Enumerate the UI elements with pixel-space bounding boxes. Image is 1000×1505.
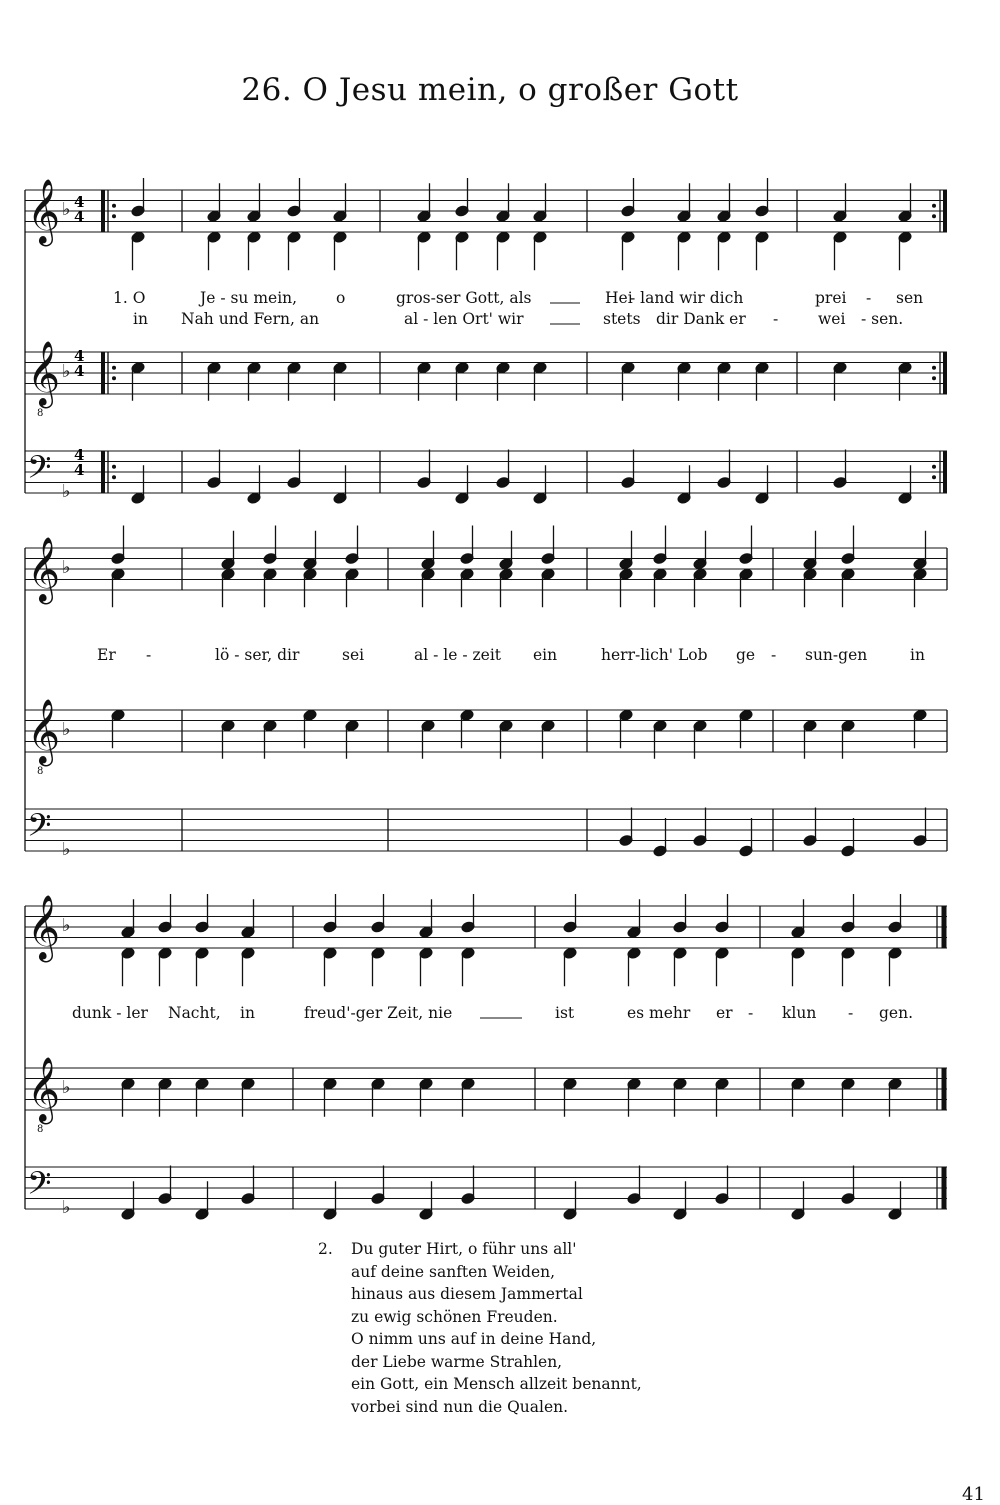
- repeat-dot: [932, 204, 936, 208]
- verse-2-lines: [351, 1238, 642, 1418]
- octave-marker: 8: [37, 766, 44, 777]
- repeat-dot: [112, 366, 116, 370]
- flat-icon: ♭: [62, 1197, 71, 1218]
- flat-icon: ♭: [62, 557, 71, 578]
- barlines: [25, 190, 947, 1209]
- treble-clef-icon: 𝄞: [27, 699, 61, 764]
- repeat-dot: [112, 376, 116, 380]
- bass-clef-icon: 𝄢: [27, 1165, 52, 1209]
- lyric-syllable: -: [146, 646, 152, 664]
- verse-line: zu ewig schönen Freuden.: [351, 1307, 558, 1326]
- lyric-syllable: sen: [896, 289, 924, 307]
- flat-icon: ♭: [62, 481, 71, 502]
- staff-lines: [25, 190, 947, 1209]
- clef-icons: [27, 179, 71, 1218]
- verse-line: hinaus aus diesem Jammertal: [351, 1285, 583, 1303]
- lyric-syllable: al - len Ort' wir: [404, 310, 524, 328]
- lyric-syllable: prei: [815, 289, 847, 307]
- treble-clef-icon: 𝄞: [27, 537, 61, 602]
- time-signature-top: 4: [74, 347, 85, 365]
- repeat-dot: [112, 475, 116, 479]
- octave-marker: 8: [37, 408, 44, 419]
- verse-number: 2.: [318, 1240, 333, 1258]
- time-signature-top: 4: [74, 446, 85, 464]
- repeat-dot: [932, 475, 936, 479]
- lyric-syllable: ge: [736, 646, 756, 664]
- lyric-syllable: Er: [97, 646, 116, 664]
- repeat-dot: [932, 366, 936, 370]
- treble-clef-icon: 𝄞: [27, 341, 61, 406]
- lyric-syllable: -: [773, 310, 779, 328]
- repeat-dot: [932, 214, 936, 218]
- lyric-syllable: dunk - ler: [72, 1004, 148, 1022]
- verse-line: ein Gott, ein Mensch allzeit benannt,: [351, 1375, 642, 1393]
- verse-line: vorbei sind nun die Qualen.: [351, 1397, 569, 1416]
- lyric-syllable: in: [133, 310, 148, 328]
- lyric-syllable: Nah und Fern, an: [181, 310, 320, 328]
- lyric-syllable: gen.: [879, 1004, 914, 1022]
- verse-line: der Liebe warme Strahlen,: [351, 1352, 563, 1371]
- flat-icon: ♭: [62, 915, 71, 936]
- bass-clef-icon: 𝄢: [27, 449, 52, 493]
- lyric-syllable: herr-lich' Lob: [601, 646, 708, 664]
- time-signature-bottom: 4: [74, 461, 85, 479]
- repeat-dot: [932, 376, 936, 380]
- lyric-syllable: ist: [555, 1004, 575, 1022]
- time-signature-treble: [74, 193, 84, 226]
- lyric-syllable: stets: [603, 310, 641, 328]
- flat-icon: ♭: [62, 361, 71, 382]
- repeat-dot: [112, 465, 116, 469]
- treble-clef-icon: 𝄞: [27, 1057, 61, 1122]
- lyric-syllable: Nacht,: [168, 1004, 221, 1022]
- flat-icon: ♭: [62, 719, 71, 740]
- lyric-syllable: -: [748, 1004, 754, 1022]
- repeat-dot: [932, 465, 936, 469]
- bass-clef-icon: 𝄢: [27, 807, 52, 851]
- flat-icon: ♭: [62, 839, 71, 860]
- repeat-dot: [112, 214, 116, 218]
- verse-line: auf deine sanften Weiden,: [351, 1262, 556, 1281]
- lyrics-row1-verse1: [113, 289, 923, 307]
- lyrics-row2: [97, 646, 925, 664]
- lyric-syllable: sun-gen: [805, 646, 868, 664]
- lyrics-row1-verse2: [133, 310, 903, 328]
- lyric-syllable: gros-ser Gott, als: [396, 289, 532, 307]
- lyric-syllable: in: [910, 646, 925, 664]
- lyric-syllable: 1. O: [113, 289, 146, 307]
- lyric-syllable: sei: [342, 646, 365, 664]
- lyrics-row3: [72, 1004, 913, 1022]
- lyric-syllable: - land wir dich: [630, 289, 744, 307]
- lyric-syllable: Hei: [605, 289, 633, 307]
- lyric-syllable: klun: [782, 1004, 817, 1022]
- verse-line: O nimm uns auf in deine Hand,: [351, 1330, 597, 1348]
- verse-line: Du guter Hirt, o führ uns all': [351, 1240, 577, 1258]
- treble-clef-icon: 𝄞: [27, 179, 61, 244]
- time-signature-top: 4: [74, 193, 85, 211]
- flat-icon: ♭: [62, 1077, 71, 1098]
- octave-marker: 8: [37, 1124, 44, 1135]
- time-signature-bottom: 4: [74, 208, 85, 226]
- lyric-syllable: - sen.: [861, 310, 904, 328]
- repeat-dot: [112, 204, 116, 208]
- lyric-syllable: es mehr: [627, 1004, 691, 1022]
- lyric-syllable: dir Dank er: [656, 310, 746, 328]
- lyric-syllable: al - le - zeit: [414, 646, 502, 664]
- page-number: 41: [962, 1484, 985, 1505]
- lyric-syllable: -: [848, 1004, 854, 1022]
- lyric-syllable: Je - su mein,: [200, 289, 298, 307]
- lyric-syllable: wei: [818, 310, 846, 328]
- notes: [111, 178, 927, 1220]
- lyric-syllable: freud'-ger Zeit, nie: [304, 1004, 453, 1022]
- lyric-syllable: o: [336, 289, 346, 307]
- treble-clef-icon: 𝄞: [27, 895, 61, 960]
- lyric-syllable: -: [771, 646, 777, 664]
- lyric-syllable: -: [866, 289, 872, 307]
- time-signature-bass: [74, 446, 84, 479]
- flat-icon: ♭: [62, 199, 71, 220]
- lyric-syllable: ein: [533, 646, 558, 664]
- lyric-syllable: lö - ser, dir: [215, 646, 300, 664]
- lyric-syllable: in: [240, 1004, 255, 1022]
- page-title: 26. O Jesu mein, o großer Gott: [241, 72, 739, 108]
- time-signature-tenor: [74, 347, 84, 380]
- time-signature-bottom: 4: [74, 362, 85, 380]
- lyric-syllable: er: [716, 1004, 733, 1022]
